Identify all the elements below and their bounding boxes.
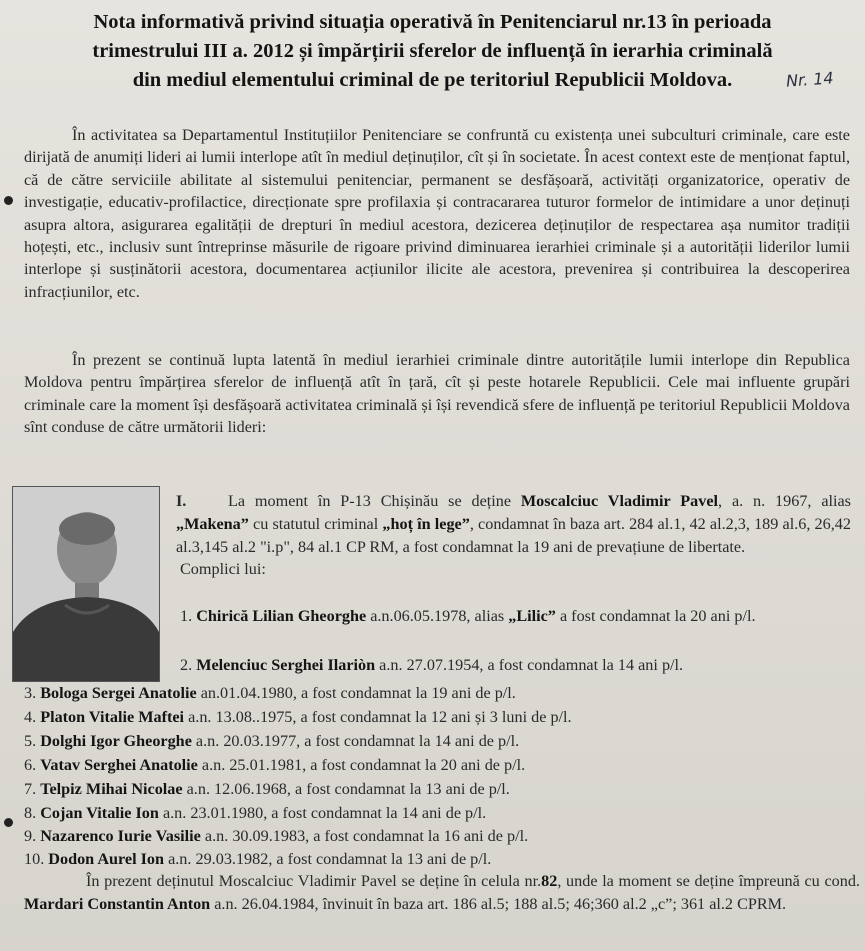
accomplice-name: Dolghi Igor Gheorghe [40, 732, 192, 750]
cellmate-name: Mardari Constantin Anton [24, 894, 211, 913]
leader-section [176, 490, 851, 581]
accomplice-7: 7. Telpiz Mihai Nicolae a.n. 12.06.1968, a fost condamnat la 13 ani de p/l. [24, 780, 510, 798]
accomplices-label: Complici lui: [180, 560, 266, 579]
accomplice-2: 2. Melenciuc Serghei Ilariòn a.n. 27.07.1954, a fost condamnat la 14 ani p/l. [180, 656, 684, 674]
title-line-1: Nota informativă privind situația operativă în Penitenciarul nr.13 în perioada [93, 11, 772, 33]
accomplice-5: 5. Dolghi Igor Gheorghe a.n. 20.03.1977, a fost condamnat la 14 ani de p/l. [24, 732, 520, 750]
mugshot-photo [12, 486, 160, 682]
section-number: I. [176, 492, 187, 510]
section-text-a: La moment în P-13 Chișinău se deține [228, 492, 521, 510]
accomplice-name: Vatav Serghei Anatolie [40, 756, 198, 774]
accomplice-name: Telpiz Mihai Nicolae [40, 780, 183, 798]
section-text-c: cu statutul criminal [248, 514, 383, 533]
cell-number: 82 [541, 872, 558, 890]
leader-status: „hoț în lege” [382, 514, 470, 533]
cell-text-a: În prezent deținutul Moscalciuc Vladimir Pavel se deține în celula nr. [86, 872, 542, 890]
accomplice-name: Platon Vitalie Maftei [40, 708, 185, 726]
accomplice-name: Dodon Aurel Ion [48, 850, 165, 868]
accomplice-6: 6. Vatav Serghei Anatolie a.n. 25.01.1981, a fost condamnat la 20 ani de p/l. [24, 756, 526, 774]
leader-alias: „Makena” [176, 514, 249, 533]
accomplice-9: 9. Nazarenco Iurie Vasilie a.n. 30.09.1983, a fost condamnat la 16 ani de p/l. [24, 827, 529, 845]
accomplice-name: Nazarenco Iurie Vasilie [40, 827, 201, 845]
paragraph-hierarchy-text: În prezent se continuă lupta latentă în mediul ierarhiei criminale dintre autoritățile lumii interlope din Republica Moldova pentru împărțirea sferelor de influență atît în țară, cît și peste hotarele Republicii. Cele mai influente grupări criminale care la moment își desfășoară activitatea criminală și își revendică sfere de influență pe teritoriul Republicii Moldova sînt conduse de către următorii lideri: [24, 351, 850, 437]
margin-ink-dot [4, 196, 13, 205]
accomplice-name: Bologa Sergei Anatolie [40, 684, 197, 702]
paragraph-intro-text: În activitatea sa Departamentul Instituțiilor Penitenciare se confruntă cu existența unei subculturi criminale, care este dirijată de anumiți lideri ai lumii interlope atît în mediul deținuților, cît și în societate. În acest context este de menționat faptul, că de către serviciile abilitate al sistemului penitenciar, permanent se desfășoară, activități organizatorice, operativ de investigație, educativ-profilactice, direcționate spre profilaxia și contracararea tuturor formelor de intimidare a unor deținuți asupra altora, asigurarea egalității de drepturi în mediul acestora, dezicerea deținuților de respectarea așa numitor tradiții hoțești, etc., inclusiv sunt întreprinse măsurile de rigoare privind diminuarea ierarhiei criminale și a autorității liderilor lumii interlope și susținătorii acestora, documentarea acțiunilor ilicite ale acestora, prevenirea și contribuirea la descoperirea infracțiunilor, etc. [24, 126, 850, 301]
accomplice-3: 3. Bologa Sergei Anatolie an.01.04.1980, a fost condamnat la 19 ani de p/l. [24, 684, 516, 702]
paragraph-intro [24, 124, 850, 303]
paragraph-cell-info [24, 870, 860, 915]
portrait-image [13, 487, 159, 681]
accomplice-4: 4. Platon Vitalie Maftei a.n. 13.08..1975, a fost condamnat la 12 ani și 3 luni de p/l. [24, 708, 572, 726]
accomplice-name: Melenciuc Serghei Ilariòn [196, 656, 376, 674]
accomplice-10: 10. Dodon Aurel Ion a.n. 29.03.1982, a fost condamnat la 13 ani de p/l. [24, 850, 492, 868]
accomplice-alias: „Lilic” [508, 607, 556, 625]
leader-name: Moscalciuc Vladimir Pavel [520, 492, 719, 510]
accomplice-8: 8. Cojan Vitalie Ion a.n. 23.01.1980, a fost condamnat la 14 ani de p/l. [24, 804, 487, 822]
accomplice-name: Chirică Lilian Gheorghe [196, 607, 367, 625]
title-line-3: din mediul elementului criminal de pe teritoriul Republicii Moldova. [132, 69, 733, 91]
document-title [0, 8, 865, 95]
title-line-2: trimestrului III a. 2012 și împărțirii sferelor de influență în ierarhia criminală [92, 40, 773, 62]
section-text-b: , a. n. 1967, alias [718, 492, 851, 510]
cell-text-b: , unde la moment se deține împreună cu cond. [557, 872, 860, 890]
section-text-d: , condamnat în baza art. 284 al.1, 42 al.2,3, 189 al.6, 26,42 al.3,145 al.2 "i.p", 84 al.1 CP RM, a fost condamnat la 19 ani de prevațiune de libertate. [176, 514, 851, 556]
paragraph-hierarchy [24, 349, 850, 439]
cell-text-c: a.n. 26.04.1984, învinuit în baza art. 186 al.5; 188 al.5; 46;360 al.2 „c”; 361 al.2 CPRM. [210, 894, 787, 913]
accomplice-1: 1. Chirică Lilian Gheorghe a.n.06.05.1978, alias „Lilic” a fost condamnat la 20 ani p/l. [180, 607, 756, 625]
handwritten-number-note: Nr. 14 [785, 68, 835, 91]
accomplice-name: Cojan Vitalie Ion [40, 804, 159, 822]
margin-ink-dot [4, 818, 13, 827]
